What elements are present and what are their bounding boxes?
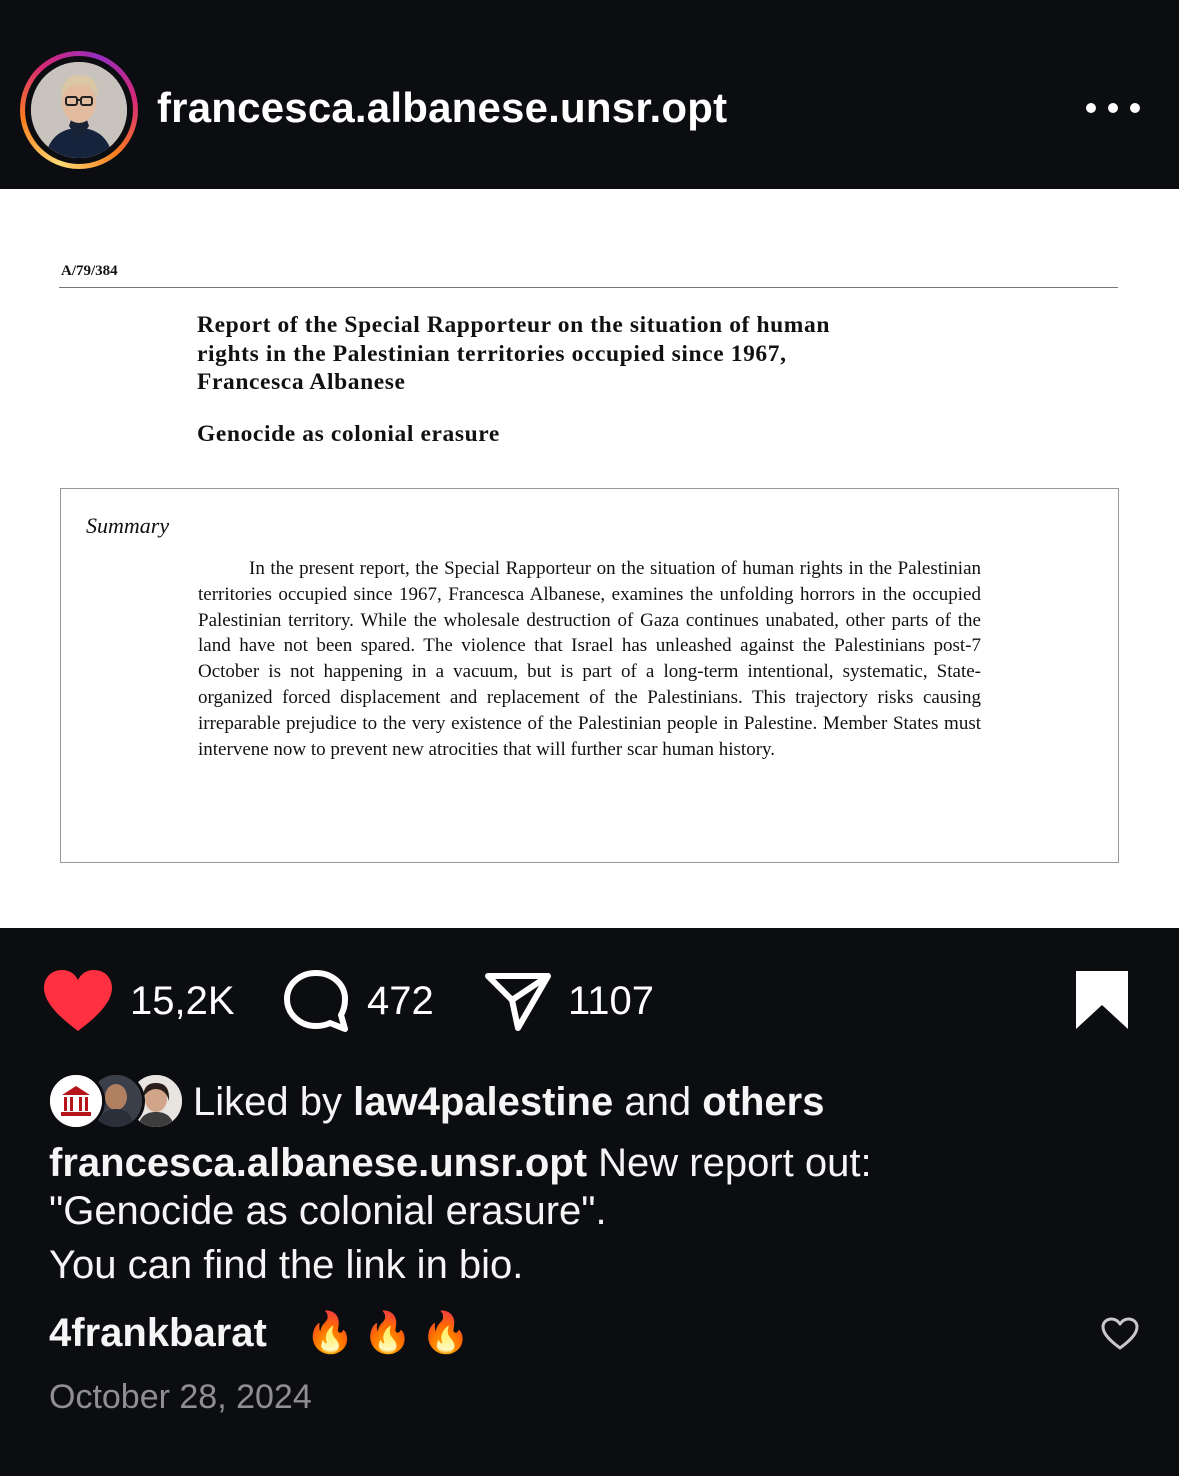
comment-row bbox=[49, 1307, 1149, 1367]
bookmark-button[interactable] bbox=[1074, 969, 1130, 1036]
liked-by-row[interactable] bbox=[47, 1072, 1147, 1132]
heart-outline-icon[interactable] bbox=[1101, 1317, 1139, 1356]
liker-avatar bbox=[47, 1072, 105, 1130]
summary-text: In the present report, the Special Rapporteur on the situation of human rights in the Palestinian territories occupied since 1967, Francesca Albanese, examines the unfolding horrors in the occupied Palestinian territory. While the wholesale destruction of Gaza continues unabated, other parts of the land have not been spared. The violence that Israel has unleashed against the Palestinians post-7 October is not happening in a vacuum, but is part of a long-term intentional, systematic, State-organized forced displacement and replacement of the Palestinians. This trajectory risks causing irreparable prejudice to the very existence of the Palestinian people in Palestine. Member States must intervene now to prevent new atrocities that will further scar human history. bbox=[198, 558, 981, 760]
liked-by-text bbox=[193, 1080, 824, 1125]
liked-by-connector: and bbox=[624, 1080, 692, 1124]
report-title-line: rights in the Palestinian territories occupied since 1967, bbox=[197, 340, 787, 367]
divider bbox=[59, 287, 1118, 288]
comment-icon[interactable] bbox=[283, 969, 349, 1033]
post-date: October 28, 2024 bbox=[49, 1378, 312, 1416]
bookmark-filled-icon[interactable] bbox=[1074, 969, 1130, 1031]
liked-by-user-link[interactable]: law4palestine bbox=[353, 1080, 614, 1124]
comment-text: 🔥🔥🔥 bbox=[305, 1311, 479, 1355]
post-caption bbox=[49, 1139, 1129, 1289]
comment-button[interactable] bbox=[283, 969, 434, 1033]
action-bar bbox=[0, 928, 1179, 1068]
caption-username[interactable]: francesca.albanese.unsr.opt bbox=[49, 1141, 588, 1185]
shares-count: 1107 bbox=[568, 978, 655, 1023]
liked-by-others-link[interactable]: others bbox=[702, 1080, 825, 1124]
send-icon[interactable] bbox=[484, 970, 552, 1032]
post-image[interactable] bbox=[0, 189, 1179, 928]
comment-username[interactable]: 4frankbarat bbox=[49, 1311, 267, 1355]
caption-text: New report out: bbox=[598, 1141, 872, 1185]
report-subtitle: Genocide as colonial erasure bbox=[197, 421, 500, 447]
like-button[interactable] bbox=[42, 969, 235, 1033]
header-username[interactable]: francesca.albanese.unsr.opt bbox=[157, 84, 728, 131]
profile-avatar-story-ring[interactable] bbox=[20, 51, 138, 169]
document-number: A/79/384 bbox=[61, 263, 118, 279]
share-button[interactable] bbox=[484, 970, 654, 1032]
comments-count: 472 bbox=[367, 978, 434, 1023]
summary-label: Summary bbox=[86, 513, 170, 538]
liked-by-prefix: Liked by bbox=[193, 1080, 342, 1124]
more-horizontal-icon[interactable] bbox=[1086, 100, 1140, 116]
heart-filled-icon[interactable] bbox=[42, 969, 114, 1033]
caption-text: You can find the link in bio. bbox=[49, 1243, 524, 1287]
post-header bbox=[0, 0, 1179, 189]
avatar bbox=[31, 62, 127, 158]
report-title-line: Francesca Albanese bbox=[197, 369, 406, 395]
summary-box bbox=[60, 488, 1119, 863]
report-title bbox=[197, 311, 957, 397]
likes-count: 15,2K bbox=[130, 978, 235, 1023]
report-title-line: Report of the Special Rapporteur on the situation of human bbox=[197, 312, 830, 338]
caption-text: "Genocide as colonial erasure". bbox=[49, 1189, 607, 1233]
